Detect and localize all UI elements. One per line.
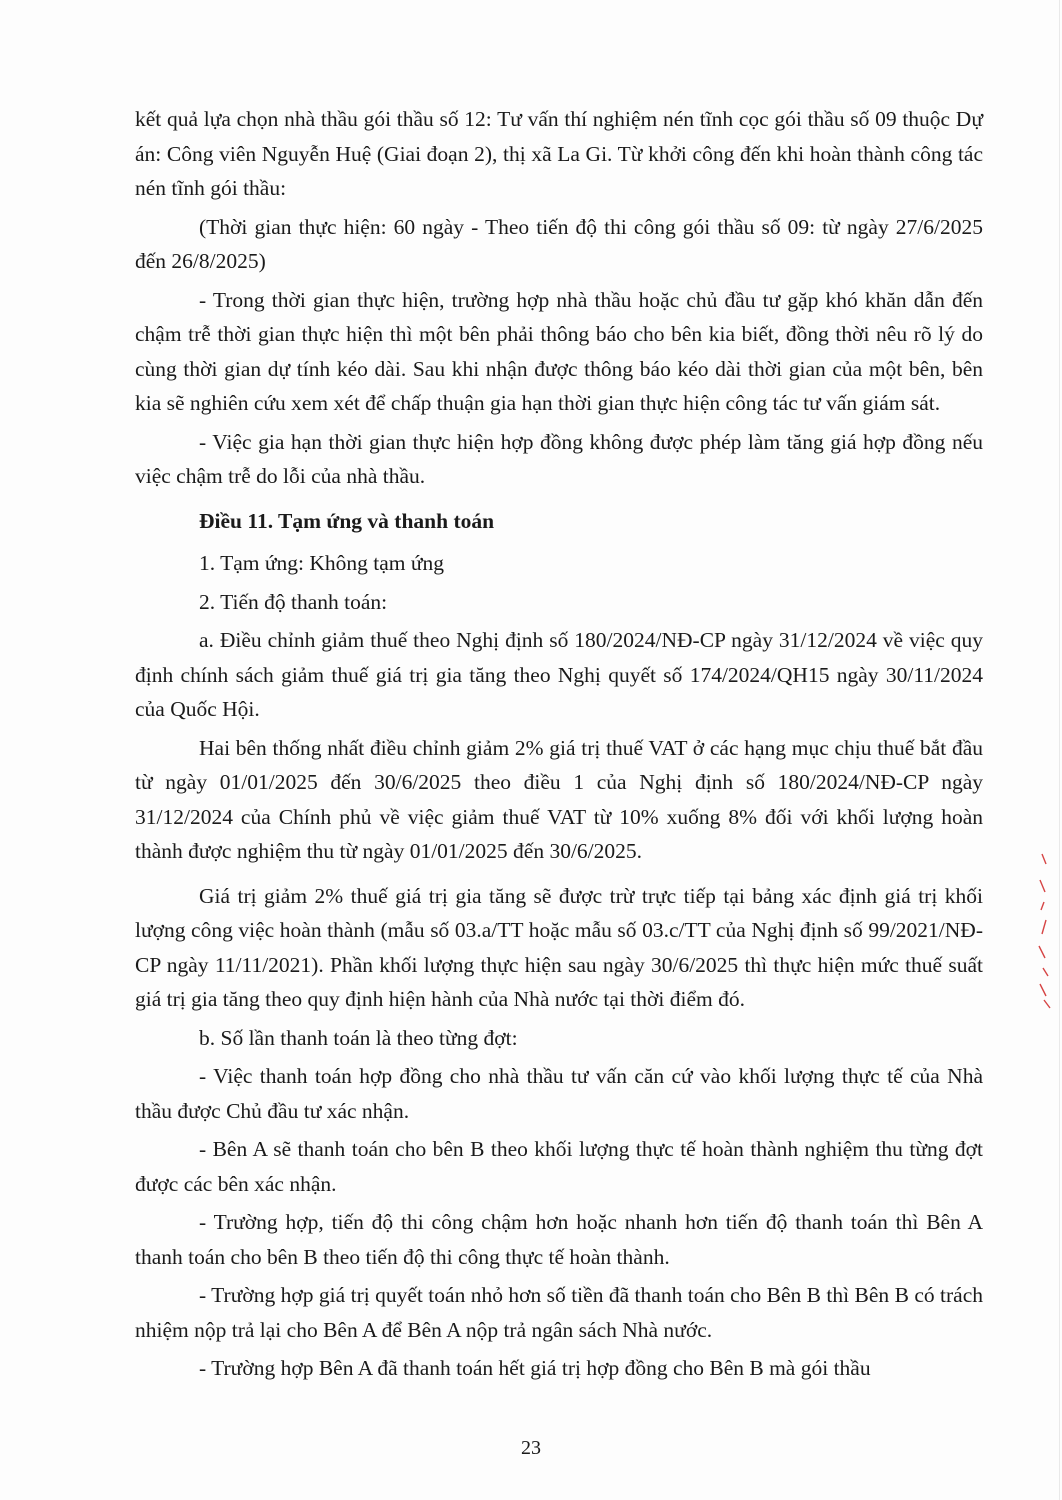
- paragraph-payment-installments: b. Số lần thanh toán là theo từng đợt:: [199, 1025, 518, 1050]
- paragraph-vat-reduction: Hai bên thống nhất điều chỉnh giảm 2% giá trị thuế VAT ở các hạng mục chịu thuế bắt đầu từ ngày 01/01/2025 đến 30/6/2025 theo điều 1 của Nghị định số 180/2024/NĐ-CP ngày 31/12/2024 của Chính phủ về việc giảm thuế VAT từ 10% xuống 8% đối với khối lượng hoàn thành được nghiệm thu từ ngày 01/01/2025 đến 30/6/2025.: [135, 735, 983, 863]
- paragraph-advance: 1. Tạm ứng: Không tạm ứng: [199, 551, 445, 575]
- red-stamp-edge-mark: [1036, 850, 1054, 1010]
- paragraph-full-payment: - Trường hợp Bên A đã thanh toán hết giá trị hợp đồng cho Bên B mà gói thầu: [199, 1356, 871, 1380]
- paragraph-vat-deduction: Giá trị giảm 2% thuế giá trị gia tăng sẽ được trừ trực tiếp tại bảng xác định giá trị khối lượng công việc hoàn thành (mẫu số 03.a/TT hoặc mẫu số 03.c/TT của Nghị định số 99/2021/NĐ-CP ngày 11/11/2021). Phần khối lượng thực hiện sau ngày 30/6/2025 thì thực hiện mức thuế suất giá trị gia tăng theo quy định hiện hành của Nhà nước tại thời điểm đó.: [135, 883, 983, 1011]
- paragraph-package-scope: kết quả lựa chọn nhà thầu gói thầu số 12: Tư vấn thí nghiệm nén tĩnh cọc gói thầu số 09 thuộc Dự án: Công viên Nguyễn Huệ (Giai đoạn 2), thị xã La Gi. Từ khởi công đến khi hoàn thành công tác nén tĩnh gói thầu:: [135, 107, 983, 200]
- paragraph-payment-schedule: 2. Tiến độ thanh toán:: [199, 589, 388, 614]
- paragraph-extension-price: - Việc gia hạn thời gian thực hiện hợp đồng không được phép làm tăng giá hợp đồng nếu việc chậm trễ do lỗi của nhà thầu.: [135, 429, 983, 488]
- document-body: [135, 102, 983, 1386]
- paragraph-implementation-time: (Thời gian thực hiện: 60 ngày - Theo tiến độ thi công gói thầu số 09: từ ngày 27/6/2025 đến 26/8/2025): [135, 214, 983, 273]
- article-heading: Điều 11. Tạm ứng và thanh toán: [199, 508, 495, 533]
- paragraph-party-a-payment: - Bên A sẽ thanh toán cho bên B theo khối lượng thực tế hoàn thành nghiệm thu từng đợt được các bên xác nhận.: [135, 1137, 983, 1196]
- paragraph-tax-adjustment: a. Điều chỉnh giảm thuế theo Nghị định số 180/2024/NĐ-CP ngày 31/12/2024 về việc quy định chính sách giảm thuế giá trị gia tăng theo Nghị quyết số 174/2024/QH15 ngày 30/11/2024 của Quốc Hội.: [135, 628, 983, 721]
- paragraph-settlement-refund: - Trường hợp giá trị quyết toán nhỏ hơn số tiền đã thanh toán cho Bên B thì Bên B có trách nhiệm nộp trả lại cho Bên A để Bên A nộp trả ngân sách Nhà nước.: [135, 1283, 983, 1342]
- paragraph-payment-basis: - Việc thanh toán hợp đồng cho nhà thầu tư vấn căn cứ vào khối lượng thực tế của Nhà thầu được Chủ đầu tư xác nhận.: [135, 1064, 983, 1123]
- page-number: 23: [521, 1437, 541, 1459]
- paragraph-schedule-mismatch: - Trường hợp, tiến độ thi công chậm hơn hoặc nhanh hơn tiến độ thanh toán thì Bên A thanh toán cho bên B theo tiến độ thi công thực tế hoàn thành.: [135, 1210, 983, 1269]
- paragraph-delay-notice: - Trong thời gian thực hiện, trường hợp nhà thầu hoặc chủ đầu tư gặp khó khăn dẫn đến chậm trễ thời gian thực hiện thì một bên phải thông báo cho bên kia biết, đồng thời nêu rõ lý do cùng thời gian dự tính kéo dài. Sau khi nhận được thông báo kéo dài thời gian của một bên, bên kia sẽ nghiên cứu xem xét để chấp thuận gia hạn thời gian thực hiện công tác tư vấn giám sát.: [135, 287, 983, 415]
- page-edge-line: [1059, 0, 1060, 1500]
